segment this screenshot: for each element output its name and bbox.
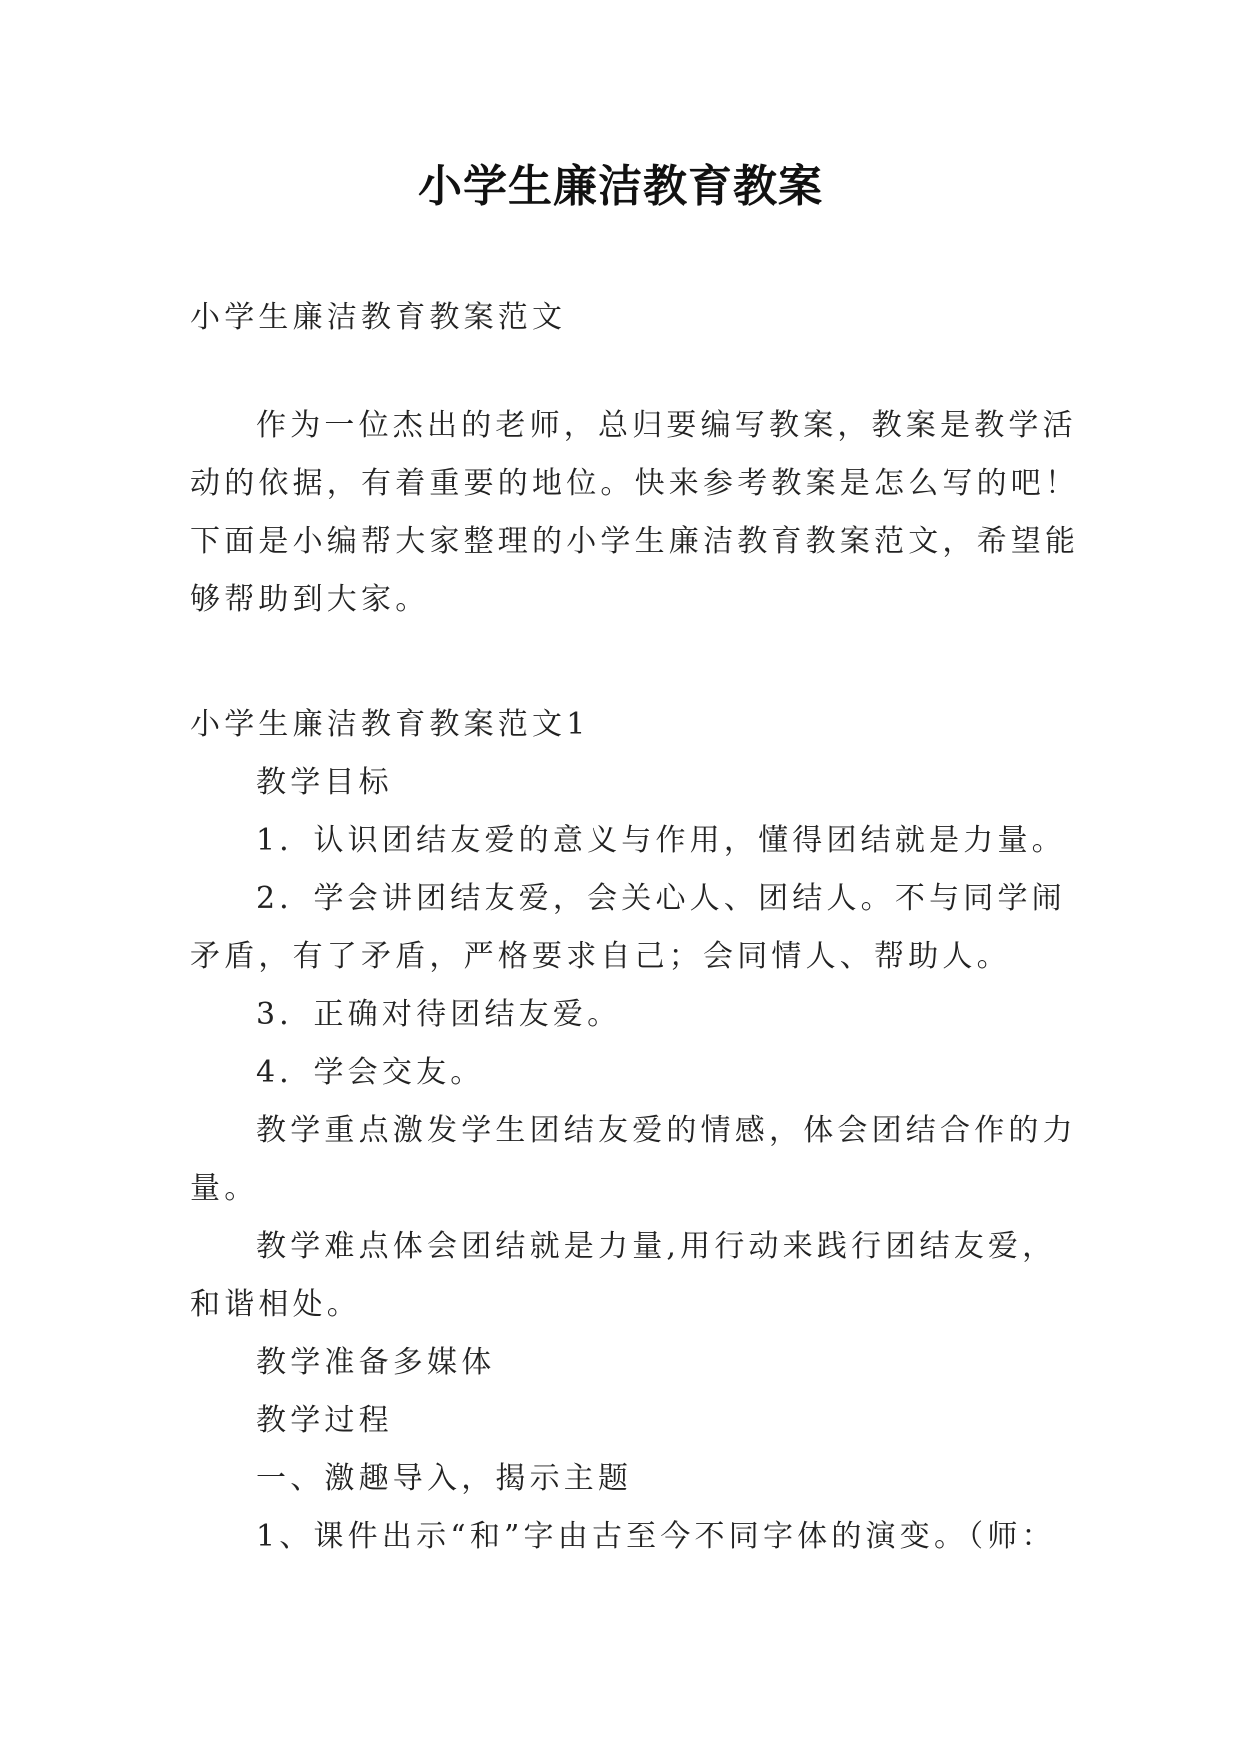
body-line-1: 教学目标	[256, 765, 393, 800]
intro-line-1: 作为一位杰出的老师，总归要编写教案，教案是教学活	[256, 408, 1077, 443]
intro-line-3: 下面是小编帮大家整理的小学生廉洁教育教案范文，希望能	[190, 524, 1080, 559]
body-line-2: 1．认识团结友爱的意义与作用，懂得团结就是力量。	[256, 823, 1066, 858]
intro-line-2: 动的依据，有着重要的地位。快来参考教案是怎么写的吧！	[190, 466, 1080, 501]
document-title: 小学生廉洁教育教案	[418, 161, 823, 212]
body-line-10: 和谐相处。	[190, 1287, 361, 1322]
body-line-9: 教学难点体会团结就是力量,用行动来践行团结友爱，	[256, 1229, 1057, 1264]
body-line-4: 矛盾，有了矛盾，严格要求自己；会同情人、帮助人。	[190, 939, 1011, 974]
body-line-12: 教学过程	[256, 1403, 393, 1438]
section-heading: 小学生廉洁教育教案范文1	[190, 707, 590, 742]
body-line-8: 量。	[190, 1171, 259, 1206]
body-line-11: 教学准备多媒体	[256, 1345, 496, 1380]
body-line-13: 一、激趣导入，揭示主题	[256, 1461, 633, 1496]
intro-line-4: 够帮助到大家。	[190, 582, 430, 617]
body-line-3: 2．学会讲团结友爱，会关心人、团结人。不与同学闹	[256, 881, 1066, 916]
body-line-14: 1、课件出示“和”字由古至今不同字体的演变。（师：	[256, 1519, 1056, 1554]
body-line-7: 教学重点激发学生团结友爱的情感，体会团结合作的力	[256, 1113, 1077, 1148]
body-line-6: 4．学会交友。	[256, 1055, 485, 1090]
body-line-5: 3．正确对待团结友爱。	[256, 997, 622, 1032]
document-subtitle: 小学生廉洁教育教案范文	[190, 300, 567, 335]
